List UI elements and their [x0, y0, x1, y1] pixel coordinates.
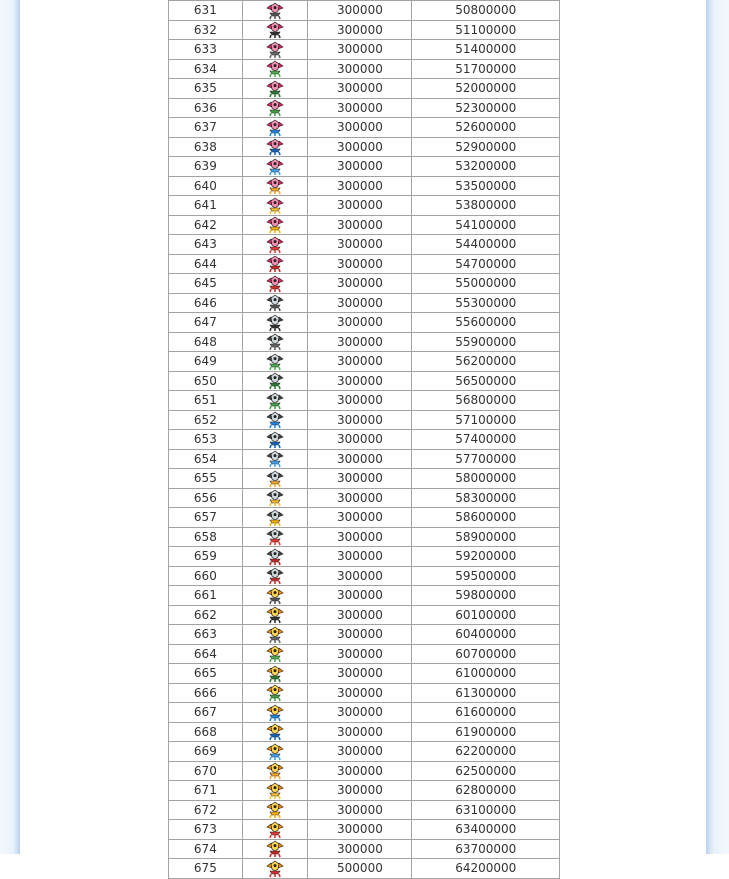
level-cell: 656: [169, 488, 243, 508]
table-row: [169, 664, 560, 684]
table-row: [169, 800, 560, 820]
level-table: [168, 0, 560, 879]
rank-icon-cell: [242, 410, 308, 430]
level-cell: 638: [169, 137, 243, 157]
level-exp-cell: 300000: [308, 761, 412, 781]
table-row: [169, 683, 560, 703]
total-exp-cell: 55000000: [412, 274, 560, 294]
table-row: [169, 332, 560, 352]
level-cell: 654: [169, 449, 243, 469]
rank-icon-red: [266, 860, 284, 878]
level-exp-cell: 300000: [308, 683, 412, 703]
level-cell: 657: [169, 508, 243, 528]
level-exp-cell: 300000: [308, 196, 412, 216]
rank-icon-blue: [266, 450, 284, 468]
rank-icon-gray: [266, 2, 284, 20]
rank-icon-cell: [242, 800, 308, 820]
table-row: [169, 859, 560, 879]
level-exp-cell: 300000: [308, 703, 412, 723]
total-exp-cell: 57700000: [412, 449, 560, 469]
table-row: [169, 605, 560, 625]
total-exp-cell: 57400000: [412, 430, 560, 450]
table-row: [169, 527, 560, 547]
rank-icon-cell: [242, 215, 308, 235]
rank-icon-blue: [266, 158, 284, 176]
level-exp-cell: 300000: [308, 313, 412, 333]
total-exp-cell: 54700000: [412, 254, 560, 274]
rank-icon-orange: [266, 197, 284, 215]
table-row: [169, 625, 560, 645]
total-exp-cell: 63100000: [412, 800, 560, 820]
level-exp-cell: 300000: [308, 274, 412, 294]
level-exp-cell: 300000: [308, 59, 412, 79]
total-exp-cell: 60100000: [412, 605, 560, 625]
rank-icon-gray: [266, 626, 284, 644]
rank-icon-cell: [242, 371, 308, 391]
level-cell: 644: [169, 254, 243, 274]
rank-icon-cell: [242, 820, 308, 840]
table-row: [169, 59, 560, 79]
rank-icon-cell: [242, 664, 308, 684]
level-cell: 670: [169, 761, 243, 781]
rank-icon-orange: [266, 801, 284, 819]
level-cell: 643: [169, 235, 243, 255]
total-exp-cell: 51100000: [412, 20, 560, 40]
table-row: [169, 703, 560, 723]
level-exp-cell: 300000: [308, 20, 412, 40]
level-exp-cell: 300000: [308, 332, 412, 352]
table-row: [169, 137, 560, 157]
rank-icon-cell: [242, 293, 308, 313]
level-cell: 636: [169, 98, 243, 118]
total-exp-cell: 58900000: [412, 527, 560, 547]
rank-icon-green: [266, 60, 284, 78]
table-row: [169, 820, 560, 840]
level-cell: 651: [169, 391, 243, 411]
level-cell: 633: [169, 40, 243, 60]
level-cell: 649: [169, 352, 243, 372]
total-exp-cell: 61900000: [412, 722, 560, 742]
level-cell: 661: [169, 586, 243, 606]
rank-icon-cell: [242, 703, 308, 723]
level-cell: 642: [169, 215, 243, 235]
rank-icon-red: [266, 255, 284, 273]
rank-icon-cell: [242, 742, 308, 762]
level-cell: 675: [169, 859, 243, 879]
rank-icon-cell: [242, 254, 308, 274]
level-exp-cell: 300000: [308, 430, 412, 450]
rank-icon-cell: [242, 157, 308, 177]
rank-icon-green: [266, 372, 284, 390]
level-cell: 672: [169, 800, 243, 820]
level-exp-cell: 300000: [308, 605, 412, 625]
rank-icon-red: [266, 821, 284, 839]
level-cell: 658: [169, 527, 243, 547]
total-exp-cell: 60700000: [412, 644, 560, 664]
rank-icon-cell: [242, 625, 308, 645]
table-row: [169, 254, 560, 274]
rank-icon-cell: [242, 488, 308, 508]
level-exp-cell: 300000: [308, 566, 412, 586]
level-cell: 668: [169, 722, 243, 742]
total-exp-cell: 58300000: [412, 488, 560, 508]
total-exp-cell: 54400000: [412, 235, 560, 255]
level-cell: 650: [169, 371, 243, 391]
total-exp-cell: 59200000: [412, 547, 560, 567]
rank-icon-cell: [242, 527, 308, 547]
rank-icon-cell: [242, 449, 308, 469]
rank-icon-cell: [242, 391, 308, 411]
table-row: [169, 352, 560, 372]
total-exp-cell: 53500000: [412, 176, 560, 196]
total-exp-cell: 56500000: [412, 371, 560, 391]
level-exp-cell: 300000: [308, 449, 412, 469]
rank-icon-orange: [266, 782, 284, 800]
rank-icon-green: [266, 353, 284, 371]
level-exp-cell: 300000: [308, 820, 412, 840]
table-row: [169, 410, 560, 430]
rank-icon-cell: [242, 722, 308, 742]
level-exp-cell: 300000: [308, 800, 412, 820]
level-cell: 634: [169, 59, 243, 79]
level-cell: 641: [169, 196, 243, 216]
total-exp-cell: 50800000: [412, 1, 560, 21]
level-cell: 664: [169, 644, 243, 664]
rank-icon-green: [266, 645, 284, 663]
rank-icon-cell: [242, 235, 308, 255]
level-exp-cell: 300000: [308, 40, 412, 60]
level-cell: 662: [169, 605, 243, 625]
table-row: [169, 176, 560, 196]
total-exp-cell: 52300000: [412, 98, 560, 118]
level-exp-cell: 300000: [308, 839, 412, 859]
rank-icon-cell: [242, 196, 308, 216]
rank-icon-cell: [242, 781, 308, 801]
rank-icon-cell: [242, 859, 308, 879]
table-row: [169, 488, 560, 508]
level-exp-cell: 300000: [308, 488, 412, 508]
rank-icon-blue: [266, 743, 284, 761]
rank-icon-green: [266, 684, 284, 702]
rank-icon-orange: [266, 216, 284, 234]
level-cell: 646: [169, 293, 243, 313]
level-exp-cell: 300000: [308, 781, 412, 801]
level-cell: 671: [169, 781, 243, 801]
rank-icon-cell: [242, 98, 308, 118]
total-exp-cell: 58000000: [412, 469, 560, 489]
rank-icon-blue: [266, 138, 284, 156]
rank-icon-orange: [266, 509, 284, 527]
total-exp-cell: 53200000: [412, 157, 560, 177]
rank-icon-blue: [266, 411, 284, 429]
rank-icon-cell: [242, 59, 308, 79]
level-exp-cell: 300000: [308, 586, 412, 606]
level-cell: 667: [169, 703, 243, 723]
rank-icon-cell: [242, 508, 308, 528]
table-row: [169, 215, 560, 235]
total-exp-cell: 52600000: [412, 118, 560, 138]
table-row: [169, 1, 560, 21]
table-row: [169, 839, 560, 859]
level-cell: 640: [169, 176, 243, 196]
level-cell: 652: [169, 410, 243, 430]
level-exp-cell: 300000: [308, 527, 412, 547]
level-exp-cell: 300000: [308, 137, 412, 157]
table-row: [169, 449, 560, 469]
rank-icon-blue: [266, 723, 284, 741]
level-exp-cell: 300000: [308, 254, 412, 274]
table-row: [169, 274, 560, 294]
rank-icon-cell: [242, 547, 308, 567]
table-row: [169, 157, 560, 177]
level-exp-cell: 300000: [308, 215, 412, 235]
level-cell: 674: [169, 839, 243, 859]
total-exp-cell: 58600000: [412, 508, 560, 528]
level-exp-cell: 300000: [308, 644, 412, 664]
rank-icon-cell: [242, 761, 308, 781]
rank-icon-gray: [266, 587, 284, 605]
level-exp-cell: 300000: [308, 742, 412, 762]
level-cell: 655: [169, 469, 243, 489]
rank-icon-cell: [242, 118, 308, 138]
total-exp-cell: 53800000: [412, 196, 560, 216]
total-exp-cell: 52000000: [412, 79, 560, 99]
level-cell: 639: [169, 157, 243, 177]
level-cell: 648: [169, 332, 243, 352]
total-exp-cell: 55300000: [412, 293, 560, 313]
rank-icon-blue: [266, 119, 284, 137]
rank-icon-orange: [266, 470, 284, 488]
rank-icon-orange: [266, 489, 284, 507]
level-cell: 669: [169, 742, 243, 762]
level-exp-cell: 300000: [308, 235, 412, 255]
total-exp-cell: 61000000: [412, 664, 560, 684]
table-row: [169, 508, 560, 528]
rank-icon-cell: [242, 430, 308, 450]
total-exp-cell: 61600000: [412, 703, 560, 723]
rank-icon-red: [266, 567, 284, 585]
level-exp-cell: 300000: [308, 176, 412, 196]
table-row: [169, 371, 560, 391]
rank-icon-blue: [266, 704, 284, 722]
table-row: [169, 98, 560, 118]
rank-icon-cell: [242, 586, 308, 606]
level-exp-cell: 300000: [308, 625, 412, 645]
total-exp-cell: 56800000: [412, 391, 560, 411]
rank-icon-cell: [242, 644, 308, 664]
level-cell: 631: [169, 1, 243, 21]
rank-icon-cell: [242, 176, 308, 196]
table-row: [169, 391, 560, 411]
table-row: [169, 761, 560, 781]
table-row: [169, 313, 560, 333]
table-row: [169, 430, 560, 450]
level-cell: 659: [169, 547, 243, 567]
table-row: [169, 586, 560, 606]
rank-icon-green: [266, 392, 284, 410]
level-exp-cell: 300000: [308, 469, 412, 489]
rank-icon-cell: [242, 313, 308, 333]
page-frame-left: [0, 0, 20, 854]
table-row: [169, 547, 560, 567]
rank-icon-green: [266, 665, 284, 683]
level-exp-cell: 300000: [308, 79, 412, 99]
level-exp-cell: 300000: [308, 664, 412, 684]
level-cell: 635: [169, 79, 243, 99]
total-exp-cell: 55900000: [412, 332, 560, 352]
rank-icon-cell: [242, 79, 308, 99]
rank-icon-cell: [242, 469, 308, 489]
table-row: [169, 79, 560, 99]
rank-icon-orange: [266, 762, 284, 780]
level-exp-cell: 300000: [308, 98, 412, 118]
rank-icon-red: [266, 528, 284, 546]
level-cell: 647: [169, 313, 243, 333]
total-exp-cell: 51400000: [412, 40, 560, 60]
total-exp-cell: 62200000: [412, 742, 560, 762]
table-row: [169, 722, 560, 742]
level-exp-cell: 300000: [308, 1, 412, 21]
level-exp-cell: 500000: [308, 859, 412, 879]
rank-icon-cell: [242, 566, 308, 586]
total-exp-cell: 61300000: [412, 683, 560, 703]
total-exp-cell: 64200000: [412, 859, 560, 879]
rank-icon-cell: [242, 1, 308, 21]
level-cell: 637: [169, 118, 243, 138]
level-exp-cell: 300000: [308, 118, 412, 138]
total-exp-cell: 51700000: [412, 59, 560, 79]
total-exp-cell: 57100000: [412, 410, 560, 430]
rank-icon-cell: [242, 137, 308, 157]
level-cell: 666: [169, 683, 243, 703]
table-row: [169, 742, 560, 762]
level-exp-cell: 300000: [308, 410, 412, 430]
rank-icon-cell: [242, 839, 308, 859]
rank-icon-green: [266, 80, 284, 98]
level-cell: 645: [169, 274, 243, 294]
total-exp-cell: 55600000: [412, 313, 560, 333]
table-row: [169, 118, 560, 138]
level-cell: 663: [169, 625, 243, 645]
rank-icon-orange: [266, 177, 284, 195]
level-cell: 660: [169, 566, 243, 586]
total-exp-cell: 54100000: [412, 215, 560, 235]
rank-icon-red: [266, 236, 284, 254]
table-row: [169, 20, 560, 40]
table-row: [169, 196, 560, 216]
level-exp-cell: 300000: [308, 722, 412, 742]
total-exp-cell: 52900000: [412, 137, 560, 157]
rank-icon-gray: [266, 333, 284, 351]
level-exp-cell: 300000: [308, 293, 412, 313]
table-row: [169, 235, 560, 255]
level-exp-cell: 300000: [308, 371, 412, 391]
rank-icon-cell: [242, 605, 308, 625]
table-row: [169, 469, 560, 489]
level-exp-cell: 300000: [308, 352, 412, 372]
total-exp-cell: 59800000: [412, 586, 560, 606]
rank-icon-cell: [242, 40, 308, 60]
rank-icon-gray: [266, 294, 284, 312]
table-row: [169, 781, 560, 801]
rank-icon-gray: [266, 606, 284, 624]
level-exp-cell: 300000: [308, 547, 412, 567]
rank-icon-gray: [266, 41, 284, 59]
rank-icon-red: [266, 275, 284, 293]
level-exp-cell: 300000: [308, 508, 412, 528]
total-exp-cell: 63400000: [412, 820, 560, 840]
total-exp-cell: 60400000: [412, 625, 560, 645]
total-exp-cell: 62500000: [412, 761, 560, 781]
rank-icon-red: [266, 548, 284, 566]
rank-icon-cell: [242, 274, 308, 294]
rank-icon-gray: [266, 21, 284, 39]
table-row: [169, 644, 560, 664]
total-exp-cell: 63700000: [412, 839, 560, 859]
level-cell: 632: [169, 20, 243, 40]
rank-icon-blue: [266, 431, 284, 449]
level-cell: 673: [169, 820, 243, 840]
table-row: [169, 40, 560, 60]
rank-icon-green: [266, 99, 284, 117]
level-exp-cell: 300000: [308, 391, 412, 411]
rank-icon-gray: [266, 314, 284, 332]
rank-icon-cell: [242, 352, 308, 372]
total-exp-cell: 56200000: [412, 352, 560, 372]
page-frame-right: [706, 0, 729, 854]
level-cell: 665: [169, 664, 243, 684]
rank-icon-cell: [242, 332, 308, 352]
level-exp-cell: 300000: [308, 157, 412, 177]
rank-icon-cell: [242, 20, 308, 40]
level-table-body: [169, 1, 560, 879]
total-exp-cell: 62800000: [412, 781, 560, 801]
rank-icon-cell: [242, 683, 308, 703]
rank-icon-red: [266, 840, 284, 858]
total-exp-cell: 59500000: [412, 566, 560, 586]
table-row: [169, 566, 560, 586]
level-cell: 653: [169, 430, 243, 450]
table-row: [169, 293, 560, 313]
